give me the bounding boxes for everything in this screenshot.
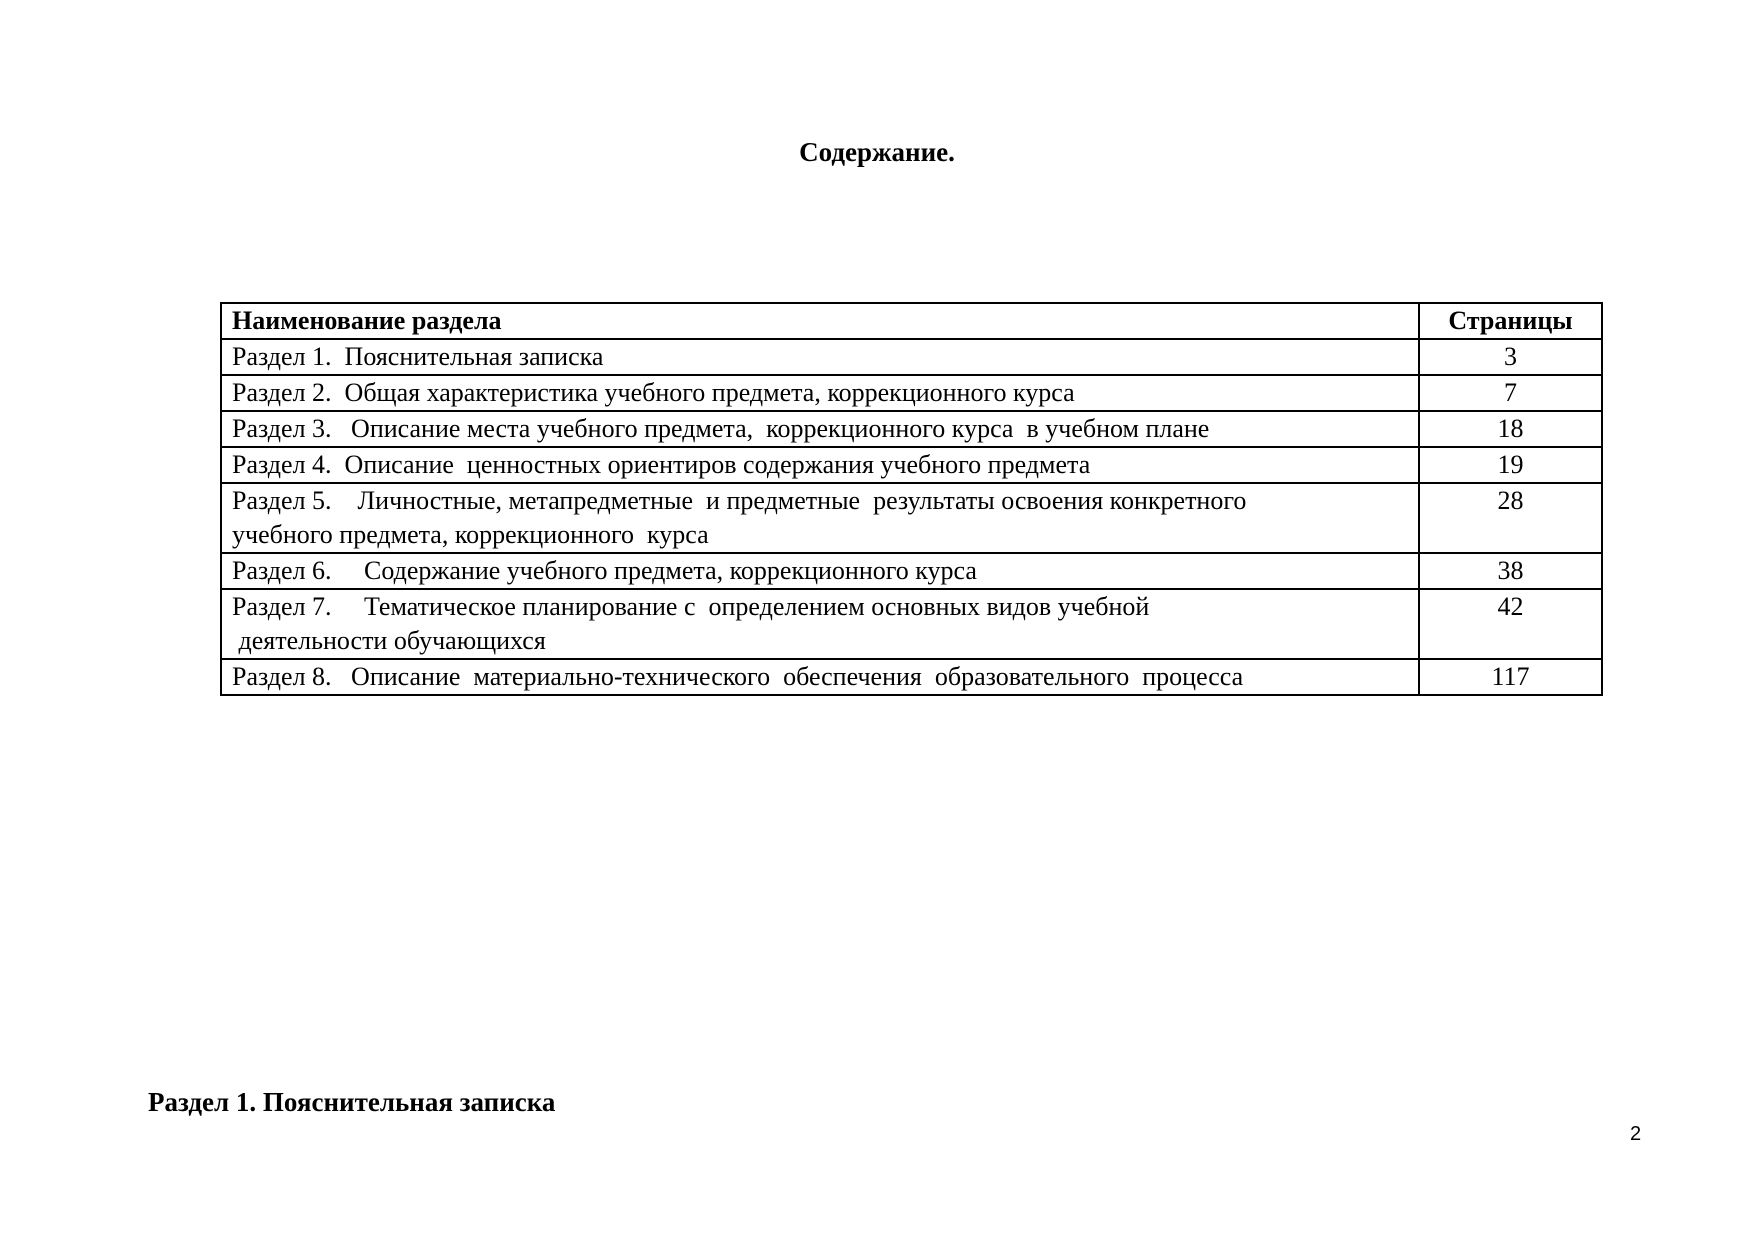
table-header-row: [221, 303, 1602, 339]
section-page: 3: [1419, 339, 1602, 375]
table-row: [221, 553, 1602, 589]
table-row: [221, 339, 1602, 375]
section-name: Раздел 2. Общая характеристика учебного предмета, коррекционного курса: [221, 375, 1419, 411]
page-title: Содержание.: [799, 137, 955, 167]
section-page: 28: [1419, 483, 1602, 553]
contents-table: [220, 302, 1603, 696]
section-heading: Раздел 1. Пояснительная записка: [148, 1087, 556, 1117]
section-page: 18: [1419, 411, 1602, 447]
section-page: 38: [1419, 553, 1602, 589]
section-name: Раздел 3. Описание места учебного предмета, коррекционного курса в учебном плане: [221, 411, 1419, 447]
section-name: Раздел 6. Содержание учебного предмета, коррекционного курса: [221, 553, 1419, 589]
section-page: 7: [1419, 375, 1602, 411]
section-page: 117: [1419, 659, 1602, 695]
header-pages: Страницы: [1419, 303, 1602, 339]
section-name: Раздел 5. Личностные, метапредметные и предметные результаты освоения конкретного учебного предмета, коррекционного курса: [221, 483, 1419, 553]
section-page: 42: [1419, 589, 1602, 659]
section-name: Раздел 8. Описание материально-технического обеспечения образовательного процесса: [221, 659, 1419, 695]
section-name: Раздел 1. Пояснительная записка: [221, 339, 1419, 375]
section-page: 19: [1419, 447, 1602, 483]
table-row: [221, 447, 1602, 483]
table-row: [221, 375, 1602, 411]
section-name: Раздел 4. Описание ценностных ориентиров содержания учебного предмета: [221, 447, 1419, 483]
header-section-name: Наименование раздела: [221, 303, 1419, 339]
table-row: [221, 411, 1602, 447]
table-row: [221, 659, 1602, 695]
page-number: 2: [1630, 1123, 1642, 1145]
table-row: [221, 483, 1602, 553]
table-row: [221, 589, 1602, 659]
section-name: Раздел 7. Тематическое планирование с определением основных видов учебной деятельности обучающихся: [221, 589, 1419, 659]
